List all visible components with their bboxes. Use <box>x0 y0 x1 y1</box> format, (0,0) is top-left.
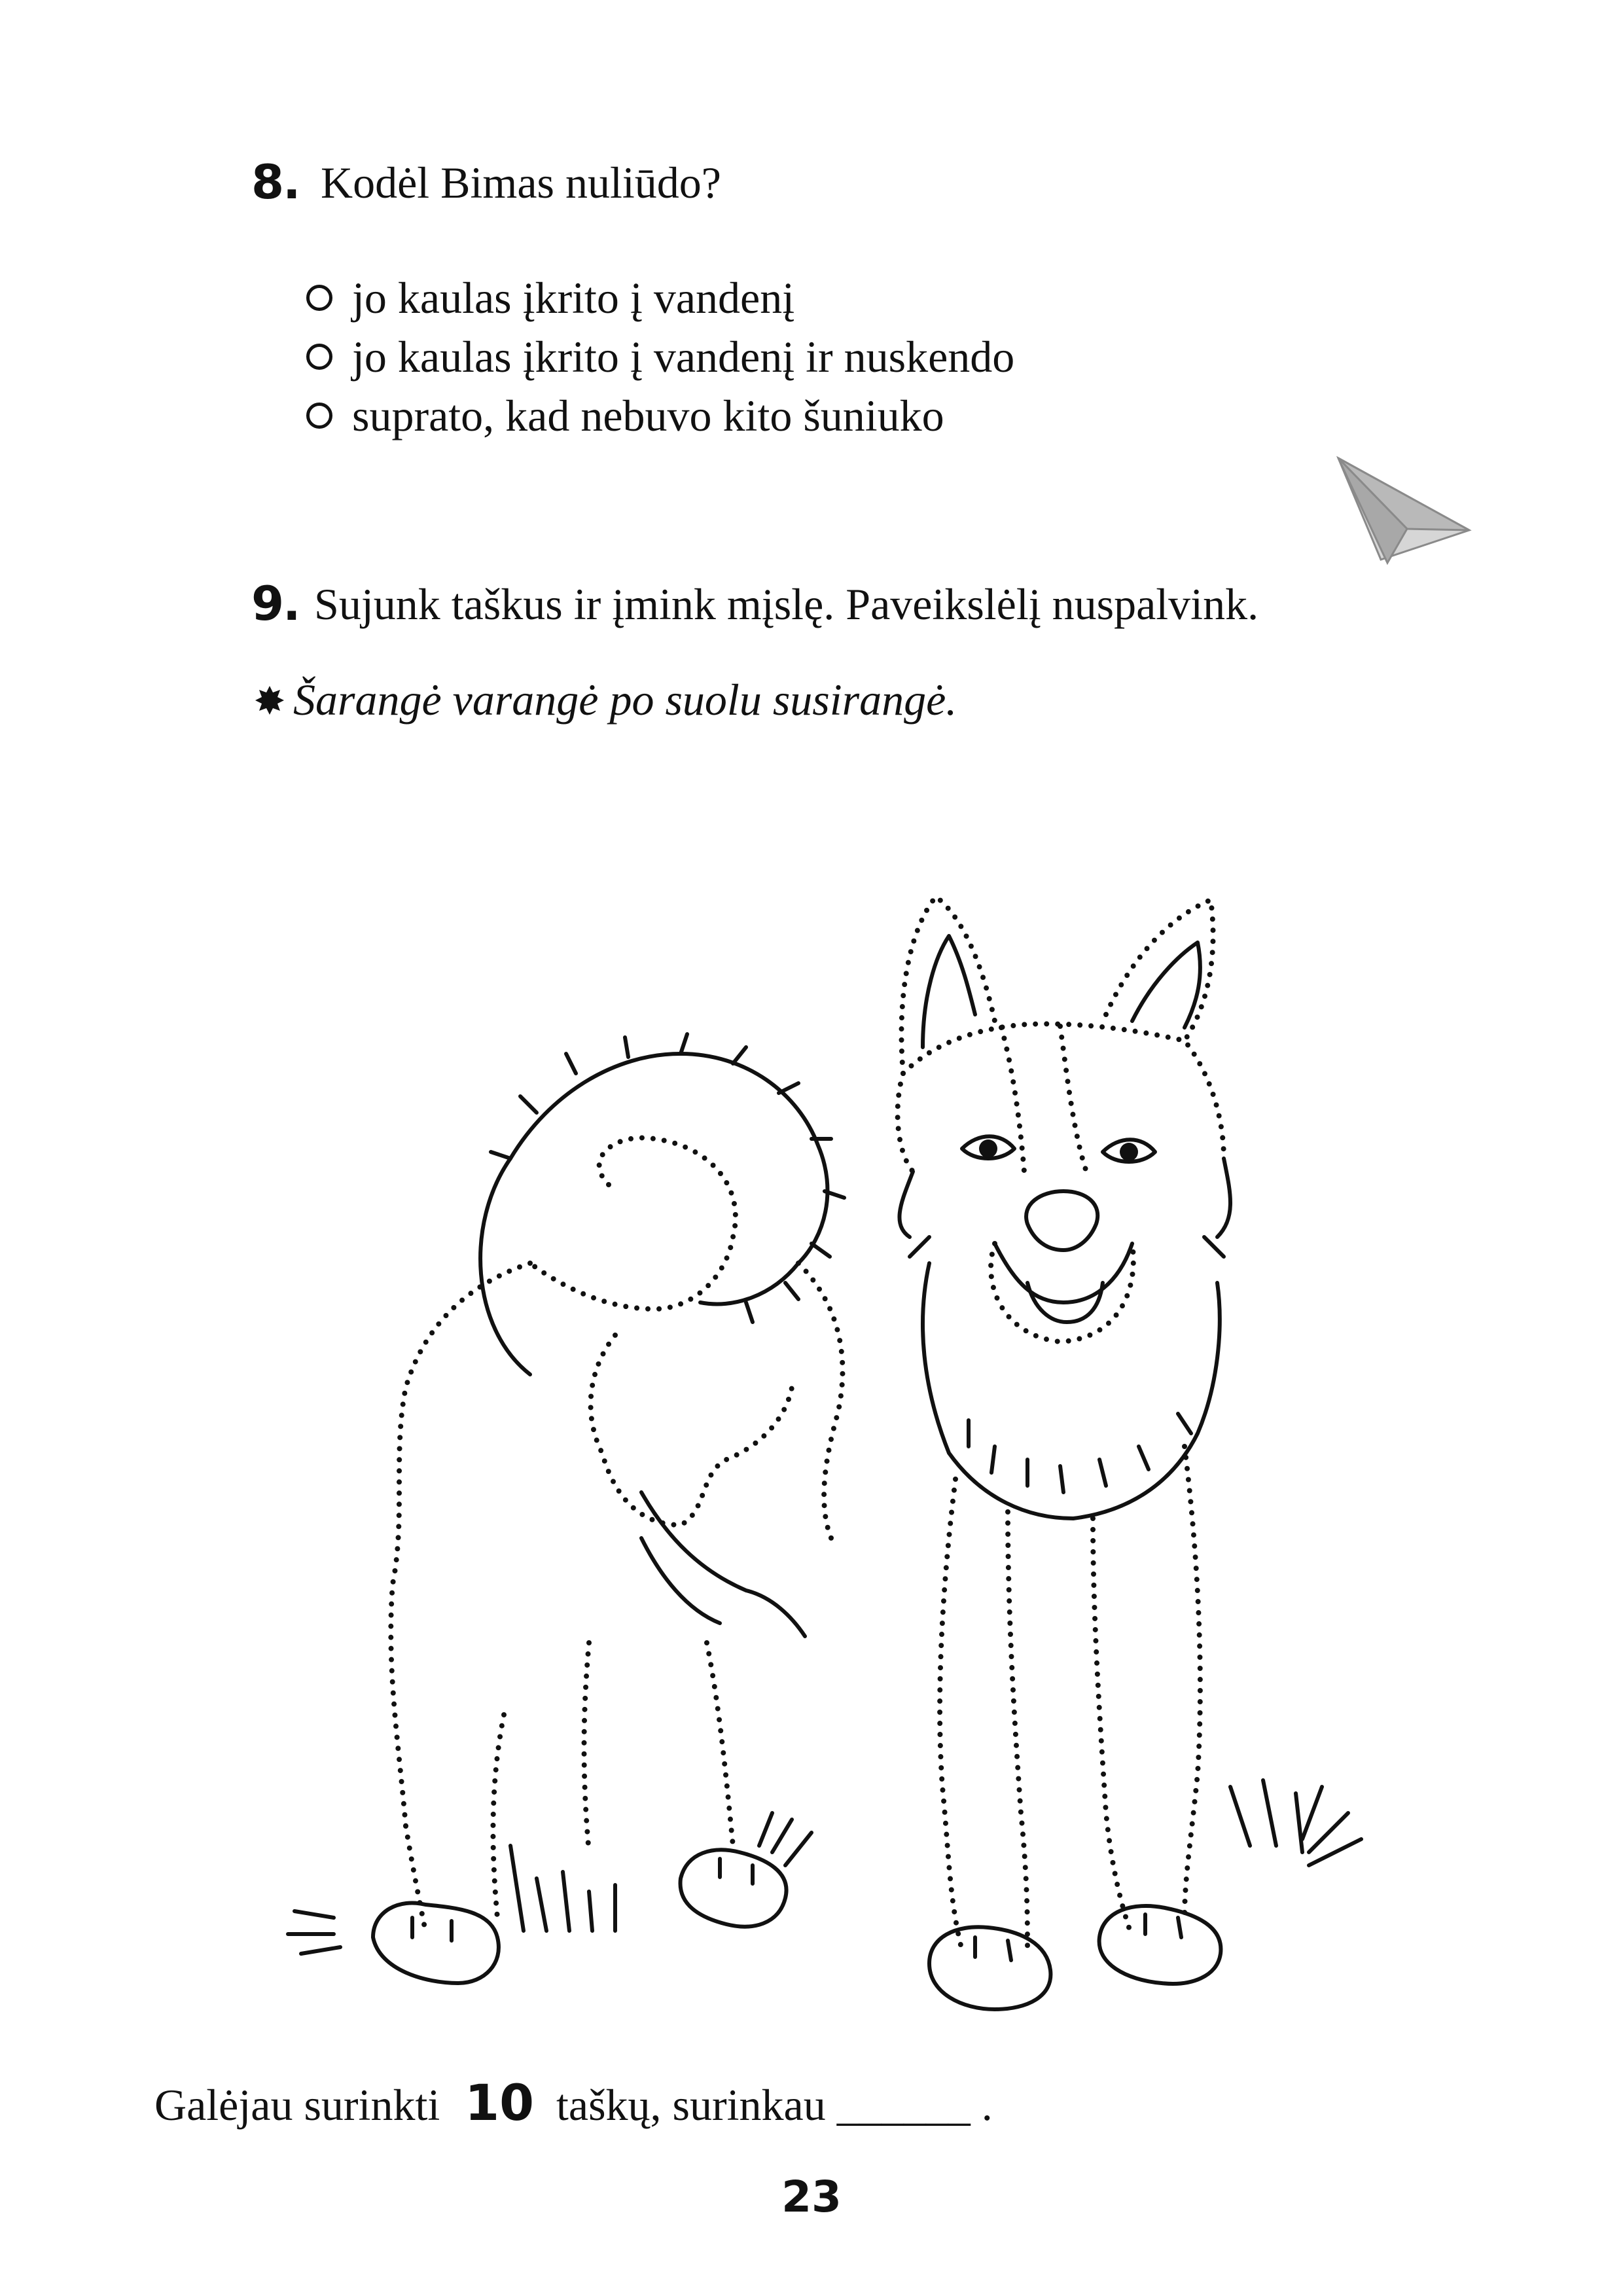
dog-muzzle-dots <box>991 1244 1133 1342</box>
dog-saddle-dots <box>591 1335 792 1525</box>
dog-ear-right-dots <box>1106 900 1213 1041</box>
answer-options <box>306 268 1014 445</box>
dog-back-dots <box>391 1263 530 1826</box>
dog-tail-dots <box>530 1138 736 1309</box>
answer-option-2-label: jo kaulas įkrito į vandenį ir nuskendo <box>352 331 1015 382</box>
dog-hind-leg-left-dots <box>406 1715 504 1931</box>
dog-paw-toes <box>412 1859 1181 1960</box>
dog-ear-left-dots <box>901 897 995 1073</box>
dog-tail-fur <box>491 1034 844 1322</box>
dog-mouth <box>995 1244 1132 1302</box>
score-suffix[interactable]: taškų, surinkau ______ . <box>556 2080 993 2130</box>
answer-option-1-label: jo kaulas įkrito į vandenį <box>352 272 795 323</box>
dog-pupil-left <box>979 1139 997 1158</box>
dog-front-leg-right-dots <box>1093 1446 1200 1937</box>
score-line <box>154 2073 993 2132</box>
question-9-text: Sujunk taškus ir įmink mįslę. Paveikslėlį nuspalvink. <box>314 579 1259 629</box>
score-prefix: Galėjau surinkti <box>154 2080 440 2130</box>
page-number: 23 <box>781 2172 842 2222</box>
dog-front-leg-left-dots <box>940 1479 1027 1950</box>
answer-option-1[interactable] <box>306 268 1014 327</box>
dog-flank-dots <box>798 1263 843 1538</box>
grass-tuft-right <box>1230 1780 1361 1865</box>
question-9-number: 9. <box>251 576 300 631</box>
dog-head-dots <box>898 1024 1224 1172</box>
question-8-text: Kodėl Bimas nuliūdo? <box>321 158 721 207</box>
riddle-text: Šarangė varangė po suolu susirangė. <box>293 675 957 725</box>
dog-chest-tufts <box>969 1414 1191 1492</box>
dog-connect-the-dots-illustration <box>275 766 1374 2049</box>
dog-tail-outline <box>480 1054 827 1374</box>
riddle <box>254 674 957 726</box>
dog-front-paw-right <box>1099 1906 1221 1984</box>
dog-hind-paw-right <box>681 1850 787 1926</box>
score-max-points: 10 <box>465 2073 534 2132</box>
dog-ear-left-inner <box>923 936 975 1047</box>
grass-tuft-center <box>759 1813 812 1865</box>
dog-leg-fur <box>641 1492 805 1636</box>
radio-circle-icon[interactable] <box>306 344 332 370</box>
dog-pupil-right <box>1120 1143 1138 1161</box>
paper-plane-icon <box>1335 452 1472 569</box>
radio-circle-icon[interactable] <box>306 285 332 311</box>
question-8-number: 8. <box>251 154 300 209</box>
star-burst-icon <box>254 685 285 716</box>
answer-option-2[interactable] <box>306 327 1014 386</box>
dog-hind-leg-right-dots <box>584 1643 734 1852</box>
dog-cheek-fluff <box>899 1158 1230 1257</box>
dog-ear-right-inner <box>1132 942 1200 1028</box>
answer-option-3-label: suprato, kad nebuvo kito šuniuko <box>352 390 944 440</box>
dog-front-paw-left <box>929 1927 1050 2009</box>
dog-hind-paw-left <box>373 1903 499 1983</box>
radio-circle-icon[interactable] <box>306 403 332 429</box>
dog-nose <box>1026 1191 1097 1250</box>
answer-option-3[interactable] <box>306 386 1014 445</box>
